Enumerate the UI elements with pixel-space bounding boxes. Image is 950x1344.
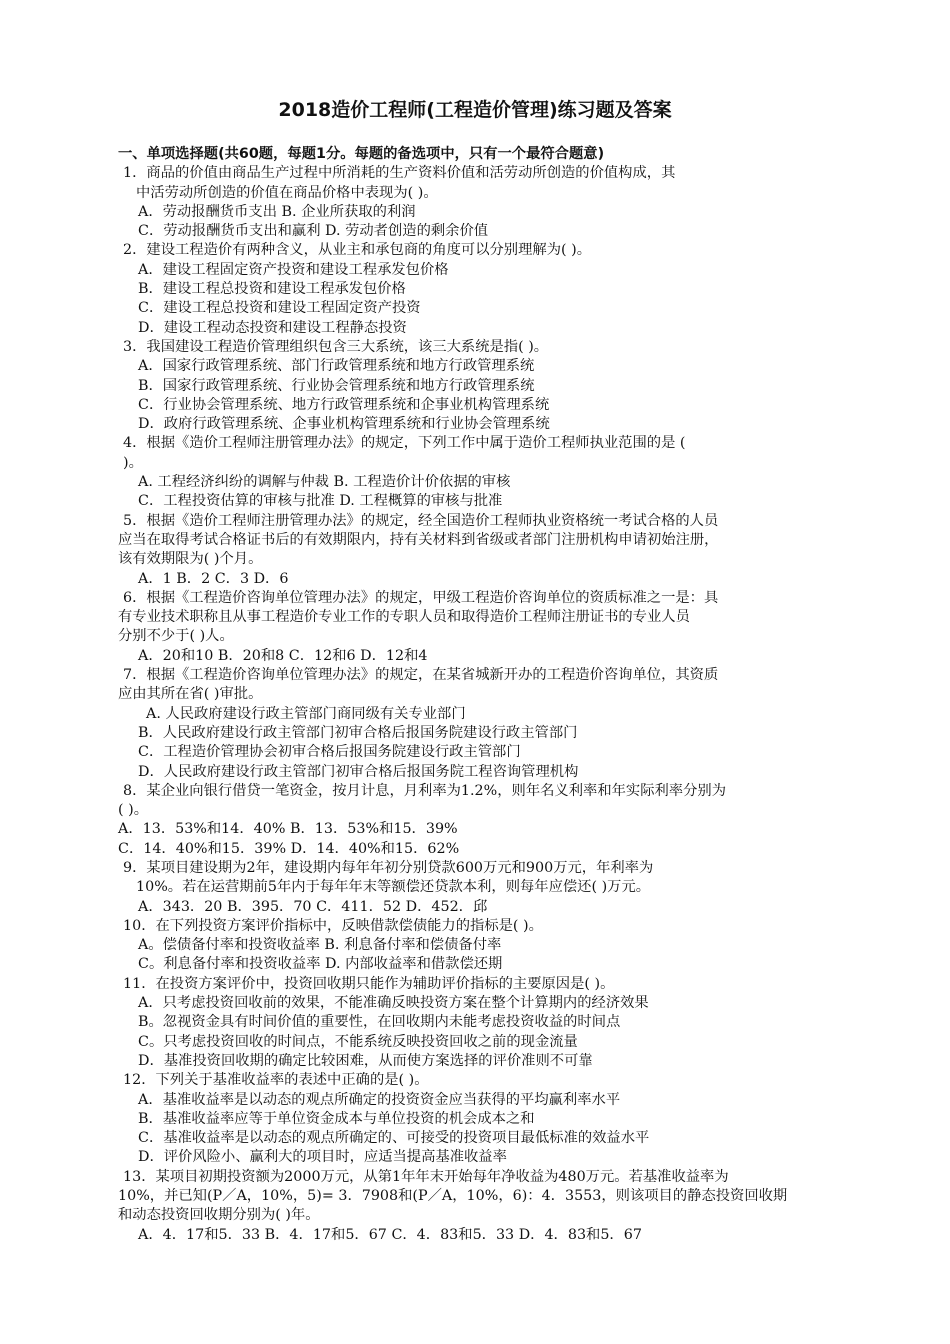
text-line: 10%，并已知(P／A，10%，5)= 3．7908和(P／A，10%，6)：4．3553，则该项目的静态投资回收期 [118,1188,788,1205]
text-line: 1．商品的价值由商品生产过程中所消耗的生产资料价值和活劳动所创造的价值构成，其 [123,165,676,182]
text-line: B．人民政府建设行政主管部门初审合格后报国务院建设行政主管部门 [138,724,578,741]
text-line: C。只考虑投资回收的时间点，不能系统反映投资回收之前的现金流量 [138,1033,578,1050]
text-line: C．行业协会管理系统、地方行政管理系统和企事业机构管理系统 [138,396,550,413]
text-line: )。 [123,454,143,471]
text-line: 11．在投资方案评价中，投资回收期只能作为辅助评价指标的主要原因是( )。 [123,975,615,992]
text-line: 9．某项目建设期为2年，建设期内每年年初分别贷款600万元和900万元，年利率为 [123,859,654,876]
text-line: A．4．17和5．33 B．4．17和5．67 C．4．83和5．33 D．4．83和5．67 [138,1226,642,1243]
text-line: D．人民政府建设行政主管部门初审合格后报国务院工程咨询管理机构 [138,763,579,780]
document-body [118,145,858,1245]
text-line: A. 人民政府建设行政主管部门商同级有关专业部门 [146,705,466,722]
text-line: B．基准收益率应等于单位资金成本与单位投资的机会成本之和 [138,1110,535,1127]
text-line: A。偿债备付率和投资收益率 B. 利息备付率和偿债备付率 [138,937,502,954]
text-line: D．评价风险小、赢利大的项目时，应适当提高基准收益率 [138,1149,507,1166]
text-line: 该有效期限为( )个月。 [118,551,263,568]
text-line: B．国家行政管理系统、行业协会管理系统和地方行政管理系统 [138,377,535,394]
text-line: A．13．53%和14．40% B．13．53%和15．39% [118,821,458,838]
text-line: A. 工程经济纠纷的调解与仲裁 B. 工程造价计价依据的审核 [138,474,511,491]
text-line: 中活劳动所创造的价值在商品价格中表现为( )。 [136,184,438,201]
text-line: 有专业技术职称且从事工程造价专业工作的专职人员和取得造价工程师注册证书的专业人员 [118,609,690,626]
text-line: C．基准收益率是以动态的观点所确定的、可接受的投资项目最低标准的效益水平 [138,1130,650,1147]
text-line: 10．在下列投资方案评价指标中，反映借款偿债能力的指标是( )。 [123,917,543,934]
text-line: A．343．20 B．395．70 C．411．52 D．452．邱 [138,898,488,915]
text-line: D．建设工程动态投资和建设工程静态投资 [138,319,407,336]
text-line: ( )。 [118,802,148,819]
text-line: A．劳动报酬货币支出 B. 企业所获取的利润 [138,203,416,220]
text-line: 6．根据《工程造价咨询单位管理办法》的规定，甲级工程造价咨询单位的资质标准之一是：具 [123,589,719,606]
text-line: A．基准收益率是以动态的观点所确定的投资资金应当获得的平均赢利率水平 [138,1091,621,1108]
text-line: C．工程投资估算的审核与批准 D. 工程概算的审核与批准 [138,493,503,510]
text-line: 12．下列关于基准收益率的表述中正确的是( )。 [123,1072,429,1089]
text-line: 应由其所在省( )审批。 [118,686,263,703]
text-line: D．政府行政管理系统、企事业机构管理系统和行业协会管理系统 [138,416,550,433]
text-line: C。利息备付率和投资收益率 D. 内部收益率和借款偿还期 [138,956,503,973]
text-line: B。忽视资金具有时间价值的重要性，在回收期内未能考虑投资收益的时间点 [138,1014,621,1031]
text-line: 13．某项目初期投资额为2000万元，从第1年年末开始每年净收益为480万元。若基准收益率为 [123,1168,729,1185]
text-line: 4．根据《造价工程师注册管理办法》的规定，下列工作中属于造价工程师执业范围的是 ( [123,435,686,452]
text-line: A．建设工程固定资产投资和建设工程承发包价格 [138,261,449,278]
text-line: 3．我国建设工程造价管理组织包含三大系统，该三大系统是指( )。 [123,338,549,355]
text-line: A．只考虑投资回收前的效果，不能准确反映投资方案在整个计算期内的经济效果 [138,995,649,1012]
text-line: 和动态投资回收期分别为( )年。 [118,1207,320,1224]
text-line: D．基准投资回收期的确定比较困难，从而使方案选择的评价准则不可靠 [138,1052,593,1069]
text-line: 7．根据《工程造价咨询单位管理办法》的规定，在某省城新开办的工程造价咨询单位，其资质 [123,667,719,684]
text-line: C．工程造价管理协会初审合格后报国务院建设行政主管部门 [138,744,521,761]
text-line: A．20和10 B．20和8 C．12和6 D．12和4 [138,647,428,664]
text-line: A．国家行政管理系统、部门行政管理系统和地方行政管理系统 [138,358,535,375]
text-line: 分别不少于( )人。 [118,628,234,645]
text-line: 应当在取得考试合格证书后的有效期限内，持有关材料到省级或者部门注册机构申请初始注册， [118,531,719,548]
text-line: C．14．40%和15．39% D．14．40%和15．62% [118,840,460,857]
text-line: 2．建设工程造价有两种含义，从业主和承包商的角度可以分别理解为( )。 [123,242,591,259]
document-title: 2018造价工程师(工程造价管理)练习题及答案 [278,99,672,121]
text-line: C．劳动报酬货币支出和赢利 D. 劳动者创造的剩余价值 [138,223,489,240]
section-heading: 一、单项选择题(共60题，每题1分。每题的备选项中，只有一个最符合题意) [118,146,605,162]
text-line: C．建设工程总投资和建设工程固定资产投资 [138,300,421,317]
text-line: 8．某企业向银行借贷一笔资金，按月计息，月利率为1.2%，则年名义利率和年实际利率分别为 [123,782,726,799]
text-line: 5．根据《造价工程师注册管理办法》的规定，经全国造价工程师执业资格统一考试合格的人员 [123,512,719,529]
text-line: A．1 B．2 C．3 D．6 [138,570,289,587]
text-line: 10%。若在运营期前5年内于每年年末等额偿还贷款本利，则每年应偿还( )万元。 [136,879,651,896]
text-line: B．建设工程总投资和建设工程承发包价格 [138,281,406,298]
